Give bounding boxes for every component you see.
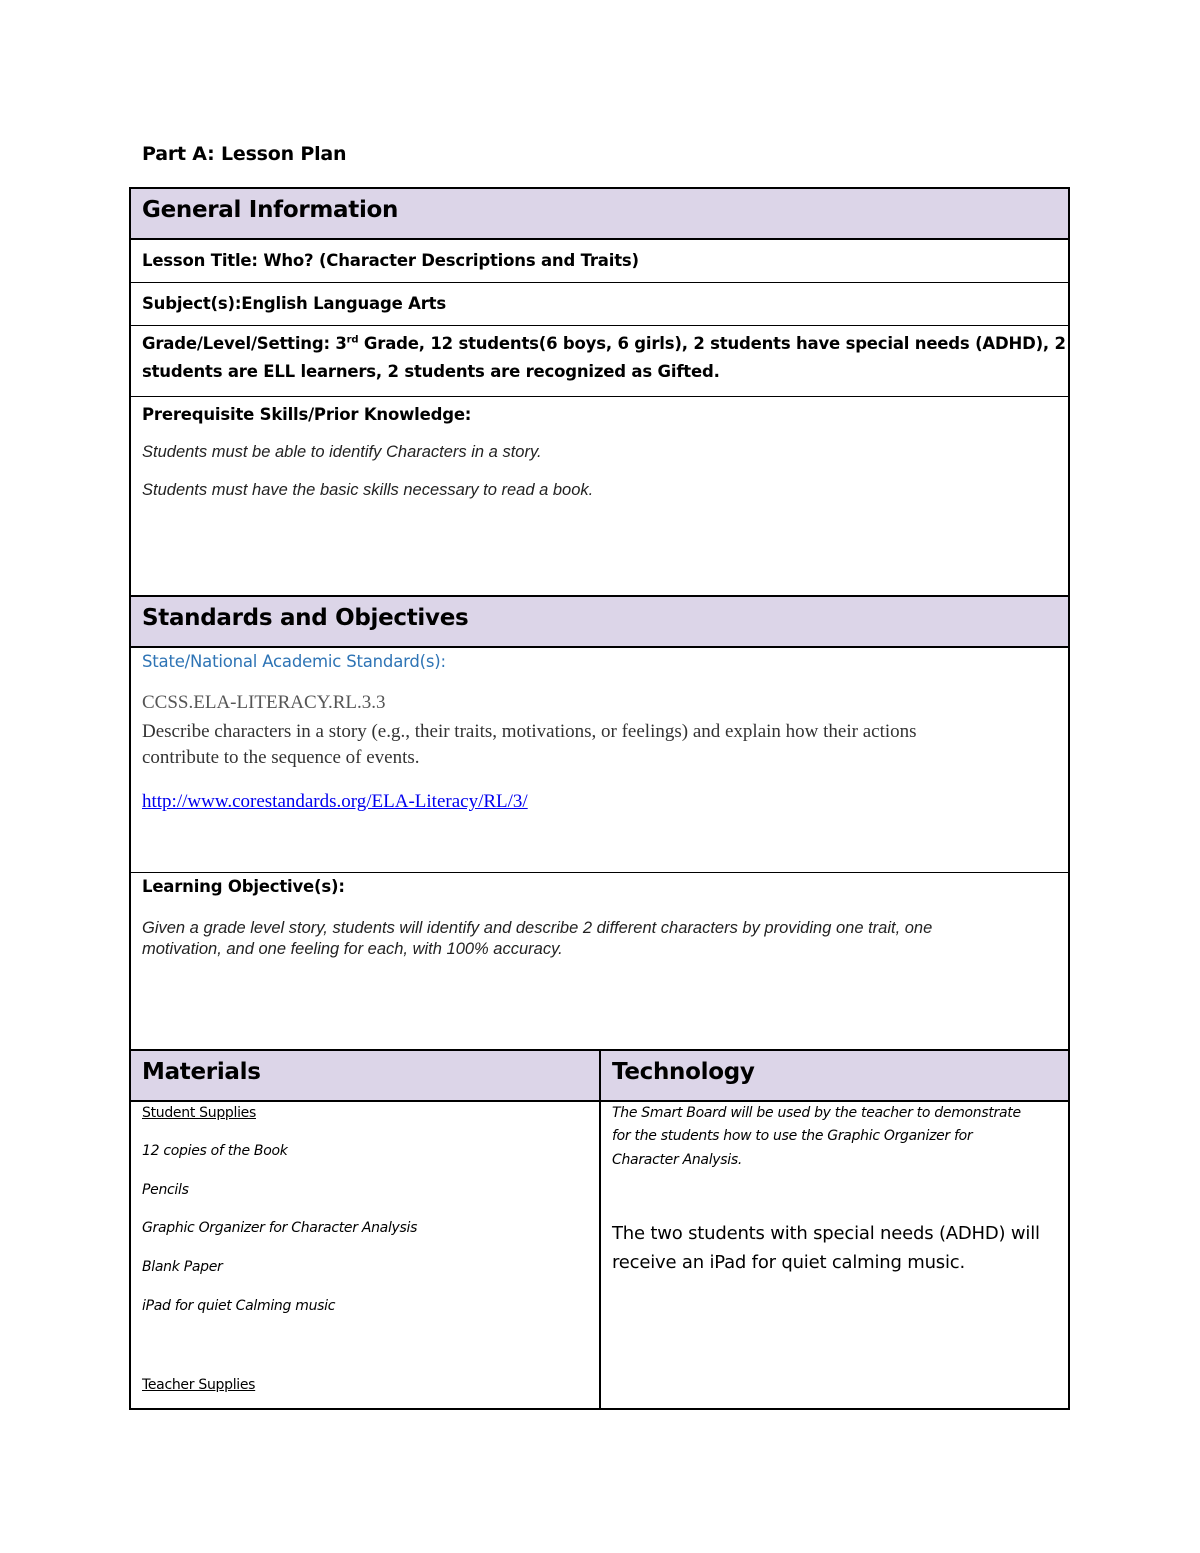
material-item: Blank Paper [142,1259,223,1275]
materials-title: Materials [142,1059,261,1085]
student-supplies-label: Student Supplies [142,1105,256,1121]
subjects-row [131,283,1068,326]
prerequisite-label: Prerequisite Skills/Prior Knowledge: [142,405,472,424]
material-item: Pencils [142,1182,189,1198]
learning-objective-line-2: motivation, and one feeling for each, with 100% accuracy. [142,940,563,958]
page-heading: Part A: Lesson Plan [142,143,347,165]
learning-objectives-row [131,873,1068,1051]
general-information-header [131,189,1068,240]
technology-title: Technology [612,1059,755,1085]
standards-label: State/National Academic Standard(s): [142,652,446,671]
subjects: Subject(s):English Language Arts [142,294,446,313]
standards-row [131,648,1068,873]
materials-technology-divider [599,1049,601,1408]
standard-description-line-2: contribute to the sequence of events. [142,747,420,768]
prerequisite-row [131,397,1068,597]
technology-ipad-line-1: The two students with special needs (ADHD) will [612,1223,1040,1244]
material-item: Graphic Organizer for Character Analysis [142,1220,418,1236]
learning-objective-line-1: Given a grade level story, students will identify and describe 2 different characters by providing one trait, one [142,919,933,937]
lesson-title: Lesson Title: Who? (Character Descriptions and Traits) [142,251,639,270]
material-item: iPad for quiet Calming music [142,1298,336,1314]
technology-smart-board-line: The Smart Board will be used by the teacher to demonstrate [612,1105,1021,1121]
standards-objectives-title: Standards and Objectives [142,605,469,631]
material-item: 12 copies of the Book [142,1143,288,1159]
lesson-title-row [131,240,1068,283]
teacher-supplies-label: Teacher Supplies [142,1377,256,1393]
prerequisite-item: Students must be able to identify Characters in a story. [142,443,542,461]
standard-description-line-1: Describe characters in a story (e.g., their traits, motivations, or feelings) and explain how their actions [142,721,917,742]
standards-objectives-header [131,595,1068,648]
prerequisite-item: Students must have the basic skills necessary to read a book. [142,481,594,499]
standard-code: CCSS.ELA-LITERACY.RL.3.3 [142,692,386,713]
general-information-title: General Information [142,197,399,223]
grade-line-1: Grade/Level/Setting: 3rd Grade, 12 students(6 boys, 6 girls), 2 students have special needs (ADHD), 2 [142,334,1066,353]
technology-smart-board-line: Character Analysis. [612,1152,743,1168]
lesson-plan-table [129,187,1070,1410]
grade-level-setting-row [131,326,1068,397]
learning-objectives-label: Learning Objective(s): [142,877,345,896]
standards-link[interactable]: http://www.corestandards.org/ELA-Literacy/RL/3/ [142,791,528,812]
technology-ipad-line-2: receive an iPad for quiet calming music. [612,1252,966,1273]
grade-line-2: students are ELL learners, 2 students are recognized as Gifted. [142,362,720,381]
technology-smart-board-line: for the students how to use the Graphic Organizer for [612,1128,973,1144]
